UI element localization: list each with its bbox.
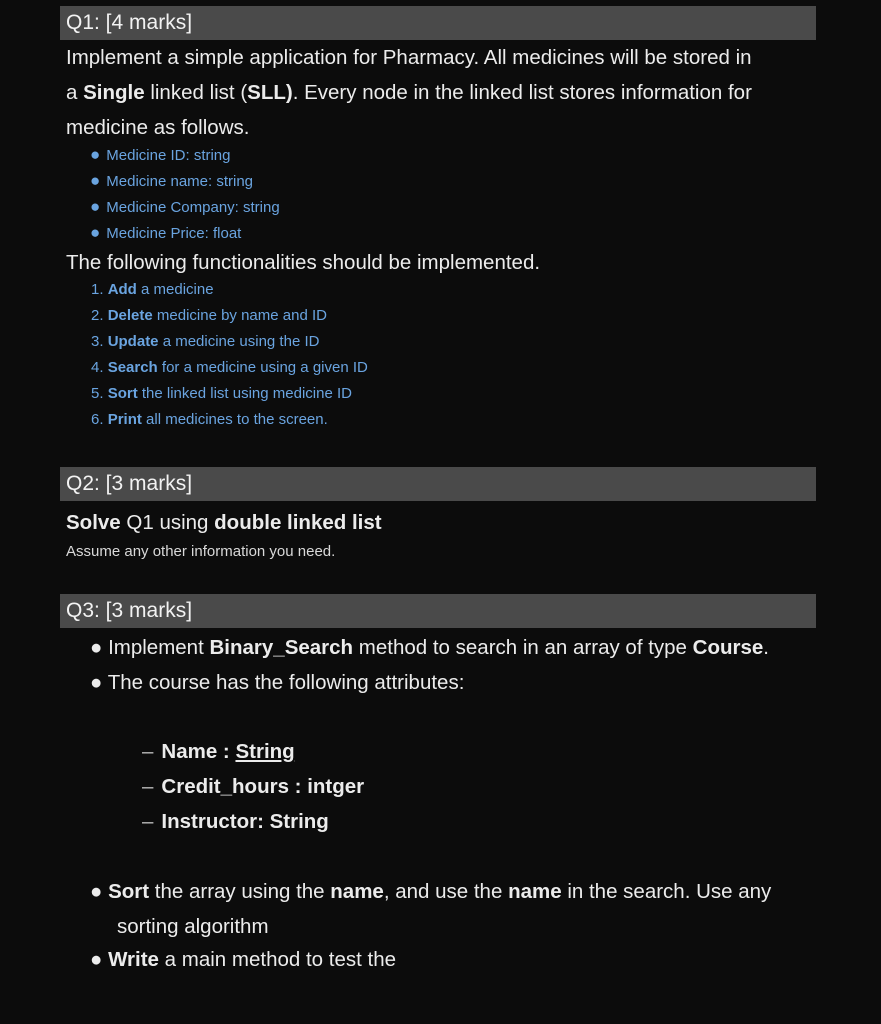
q1-heading: Q1: [4 marks] [60,6,816,40]
q3-sort-line-2: sorting algorithm [117,915,269,938]
item-text: The course has the following attributes: [107,671,465,694]
item-keyword: name [330,880,384,903]
q2-text: Q1 using [120,511,215,534]
q1-intro-line-1: Implement a simple application for Pharmacy. All medicines will be stored in [66,46,752,69]
q1-intro-line-2 [66,75,752,110]
item-number: 5. [91,385,104,402]
bullet-icon: ● [90,223,101,242]
q3-attribute-list [142,734,364,839]
list-item [91,329,368,355]
item-text: a medicine [136,281,214,298]
dash-icon: – [142,775,154,798]
field-label: Medicine Price: float [106,225,242,242]
bullet-icon: ● [90,636,109,659]
attr-type: String [235,740,295,763]
attr-name: Instructor: String [161,810,329,833]
item-keyword: Binary_Search [209,636,354,659]
q1-sll-bold: SLL) [247,81,293,104]
field-label: Medicine ID: string [106,147,231,164]
item-text: in the search. Use any [561,880,772,903]
item-keyword: Course [692,636,764,659]
item-number: 6. [91,411,104,428]
q1-intro [66,40,752,145]
field-label: Medicine Company: string [106,199,280,216]
item-keyword: Sort [107,385,138,402]
item-keyword: Write [108,948,159,971]
list-item [91,355,368,381]
item-text: a main method to test the [158,948,396,971]
dash-icon: – [142,810,154,833]
q3-write-bullet [90,942,396,977]
bullet-icon: ● [90,197,101,216]
item-text: the array using the [149,880,331,903]
q3-sort-bullet [90,874,771,944]
q2-heading: Q2: [3 marks] [60,467,816,501]
bullet-icon: ● [90,171,101,190]
item-text: for a medicine using a given ID [157,359,368,376]
list-item [91,303,368,329]
q2-dll-bold: double linked list [214,511,382,534]
item-keyword: Search [107,359,158,376]
item-keyword: Sort [108,880,150,903]
dash-icon: – [142,740,154,763]
q1-intro-line-3: medicine as follows. [66,116,250,139]
bullet-icon: ● [90,671,108,694]
attr-name: Name : [161,740,236,763]
list-item [90,142,280,168]
q1-single-bold: Single [83,81,145,104]
list-item [142,769,364,804]
item-text: medicine by name and ID [152,307,327,324]
bullet-icon: ● [90,145,101,164]
item-text: . [763,636,769,659]
list-item [90,168,280,194]
q3-sort-line-1 [90,874,771,909]
list-item [90,220,280,246]
item-text: a medicine using the ID [158,333,320,350]
q2-line [66,505,382,540]
item-keyword: Print [107,411,142,428]
list-item [142,734,364,769]
q1-functions-list [91,277,368,433]
item-text: method to search in an array of type [353,636,693,659]
list-item [90,665,769,700]
bullet-icon: ● [90,880,109,903]
item-keyword: Add [107,281,137,298]
item-keyword: name [508,880,562,903]
q2-solve-bold: Solve [66,511,121,534]
list-item [91,407,368,433]
q1-intro-text: a [66,81,84,104]
item-text: , and use the [383,880,509,903]
item-number: 4. [91,359,104,376]
q1-intro-text: . Every node in the linked list stores information for [292,81,752,104]
item-number: 2. [91,307,104,324]
item-text: all medicines to the screen. [141,411,328,428]
q1-intro-text: linked list ( [144,81,248,104]
list-item [142,804,364,839]
item-number: 3. [91,333,104,350]
item-text: the linked list using medicine ID [137,385,352,402]
q3-heading: Q3: [3 marks] [60,594,816,628]
q2-note: Assume any other information you need. [66,543,336,560]
q1-field-list [90,142,280,246]
list-item [90,630,769,665]
item-keyword: Delete [107,307,153,324]
list-item [90,194,280,220]
list-item [91,381,368,407]
q1-functions-intro: The following functionalities should be implemented. [66,251,541,274]
item-keyword: Update [107,333,159,350]
item-number: 1. [91,281,104,298]
list-item [91,277,368,303]
item-text: Implement [108,636,210,659]
bullet-icon: ● [90,948,109,971]
attr-name: Credit_hours : intger [161,775,365,798]
q3-bullets [90,630,769,700]
field-label: Medicine name: string [106,173,254,190]
